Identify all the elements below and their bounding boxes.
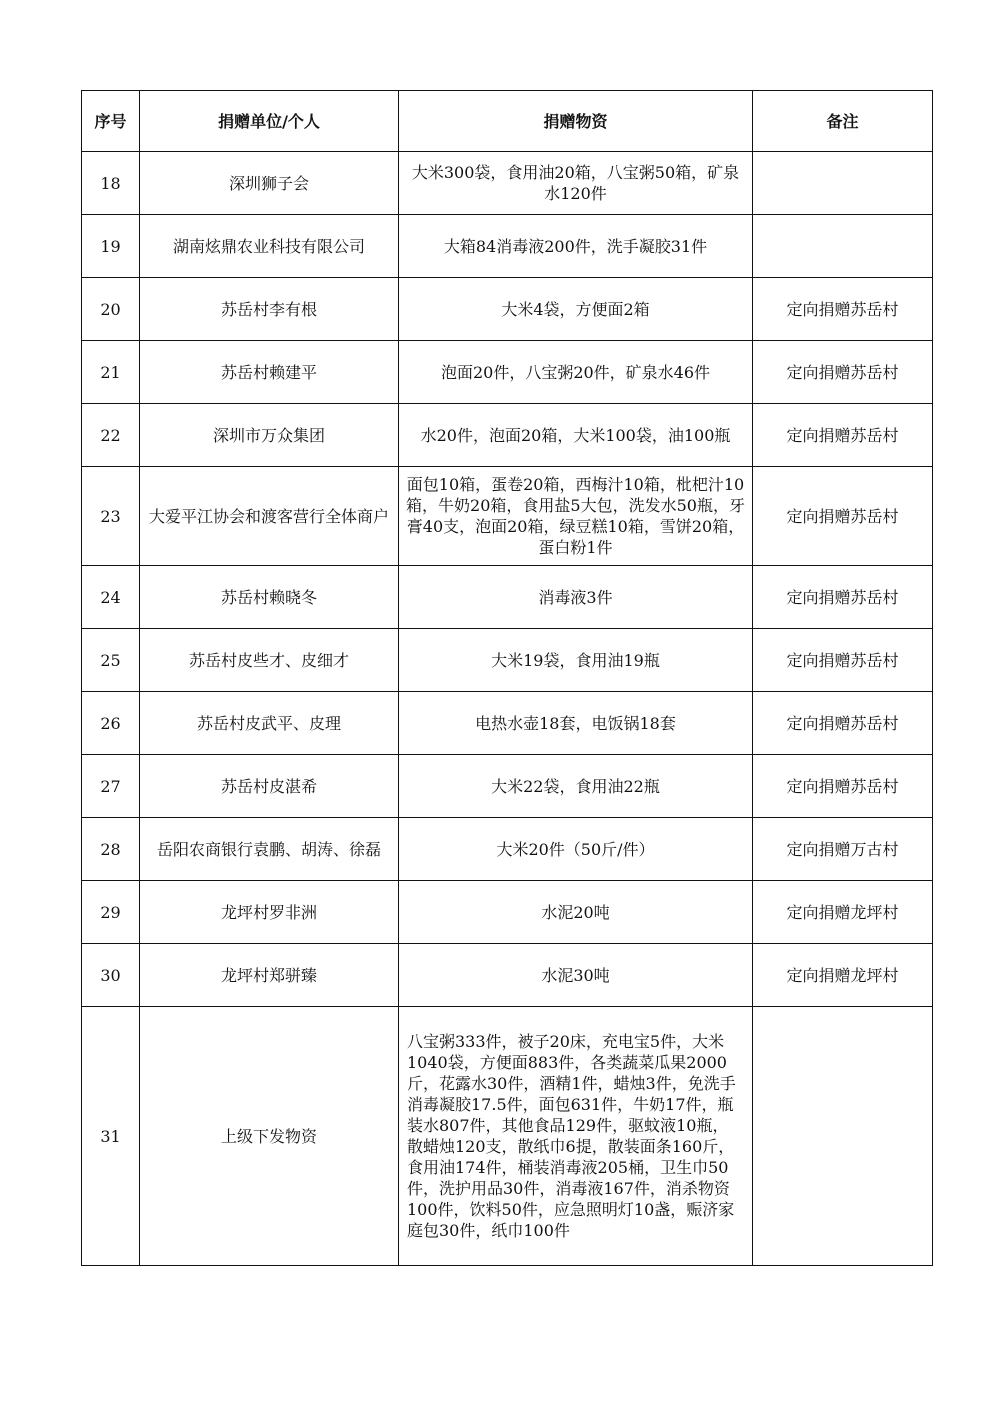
cell-no: 21 bbox=[82, 341, 140, 404]
cell-goods: 大米22袋，食用油22瓶 bbox=[399, 755, 753, 818]
cell-no: 27 bbox=[82, 755, 140, 818]
table-row bbox=[82, 1007, 933, 1266]
table-row bbox=[82, 944, 933, 1007]
table-row bbox=[82, 341, 933, 404]
cell-donor: 苏岳村赖晓冬 bbox=[140, 566, 399, 629]
cell-donor: 苏岳村皮湛希 bbox=[140, 755, 399, 818]
cell-no: 24 bbox=[82, 566, 140, 629]
table-row bbox=[82, 881, 933, 944]
cell-note: 定向捐赠龙坪村 bbox=[753, 944, 933, 1007]
cell-donor: 深圳市万众集团 bbox=[140, 404, 399, 467]
cell-goods: 面包10箱，蛋卷20箱，西梅汁10箱，枇杷汁10箱，牛奶20箱，食用盐5大包，洗发水50瓶，牙膏40支，泡面20箱，绿豆糕10箱，雪饼20箱，蛋白粉1件 bbox=[399, 467, 753, 566]
header-no: 序号 bbox=[82, 91, 140, 152]
cell-note bbox=[753, 152, 933, 215]
cell-goods: 消毒液3件 bbox=[399, 566, 753, 629]
cell-note: 定向捐赠苏岳村 bbox=[753, 629, 933, 692]
cell-note: 定向捐赠苏岳村 bbox=[753, 566, 933, 629]
table-row bbox=[82, 629, 933, 692]
cell-no: 18 bbox=[82, 152, 140, 215]
cell-no: 23 bbox=[82, 467, 140, 566]
cell-donor: 苏岳村皮武平、皮理 bbox=[140, 692, 399, 755]
table-row bbox=[82, 467, 933, 566]
cell-donor: 苏岳村李有根 bbox=[140, 278, 399, 341]
table-row bbox=[82, 215, 933, 278]
donation-table bbox=[81, 90, 933, 1266]
cell-no: 28 bbox=[82, 818, 140, 881]
header-goods: 捐赠物资 bbox=[399, 91, 753, 152]
cell-goods: 大米19袋，食用油19瓶 bbox=[399, 629, 753, 692]
cell-goods: 电热水壶18套，电饭锅18套 bbox=[399, 692, 753, 755]
cell-donor: 龙坪村罗非洲 bbox=[140, 881, 399, 944]
cell-note: 定向捐赠苏岳村 bbox=[753, 404, 933, 467]
cell-note: 定向捐赠苏岳村 bbox=[753, 692, 933, 755]
cell-donor: 龙坪村郑骈臻 bbox=[140, 944, 399, 1007]
cell-note: 定向捐赠苏岳村 bbox=[753, 278, 933, 341]
cell-no: 19 bbox=[82, 215, 140, 278]
cell-goods: 泡面20件，八宝粥20件，矿泉水46件 bbox=[399, 341, 753, 404]
table-row bbox=[82, 818, 933, 881]
cell-donor: 岳阳农商银行袁鹏、胡涛、徐磊 bbox=[140, 818, 399, 881]
cell-goods: 水20件，泡面20箱，大米100袋，油100瓶 bbox=[399, 404, 753, 467]
cell-note bbox=[753, 1007, 933, 1266]
cell-no: 29 bbox=[82, 881, 140, 944]
cell-goods: 大米4袋，方便面2箱 bbox=[399, 278, 753, 341]
table-row bbox=[82, 692, 933, 755]
cell-no: 26 bbox=[82, 692, 140, 755]
cell-donor: 苏岳村赖建平 bbox=[140, 341, 399, 404]
table-row bbox=[82, 404, 933, 467]
cell-goods: 八宝粥333件，被子20床，充电宝5件，大米1040袋，方便面883件，各类蔬菜瓜果2000斤，花露水30件，酒精1件，蜡烛3件，免洗手消毒凝胶17.5件，面包631件，牛奶17件，瓶装水807件，其他食品129件，驱蚊液10瓶，散蜡烛120支，散纸巾6提，散装面条160斤，食用油174件，桶装消毒液205桶，卫生巾50件，洗护用品30件，消毒液167件，消杀物资100件，饮料50件，应急照明灯10盏，赈济家庭包30件，纸巾100件 bbox=[399, 1007, 753, 1266]
cell-goods: 大米20件（50斤/件） bbox=[399, 818, 753, 881]
cell-note: 定向捐赠苏岳村 bbox=[753, 467, 933, 566]
table-row bbox=[82, 566, 933, 629]
cell-no: 31 bbox=[82, 1007, 140, 1266]
cell-no: 22 bbox=[82, 404, 140, 467]
table-row bbox=[82, 278, 933, 341]
table-row bbox=[82, 755, 933, 818]
header-note: 备注 bbox=[753, 91, 933, 152]
cell-note: 定向捐赠万古村 bbox=[753, 818, 933, 881]
cell-goods: 水泥30吨 bbox=[399, 944, 753, 1007]
cell-donor: 苏岳村皮些才、皮细才 bbox=[140, 629, 399, 692]
cell-goods: 大米300袋，食用油20箱，八宝粥50箱，矿泉水120件 bbox=[399, 152, 753, 215]
cell-goods: 大箱84消毒液200件，洗手凝胶31件 bbox=[399, 215, 753, 278]
cell-donor: 深圳狮子会 bbox=[140, 152, 399, 215]
cell-note: 定向捐赠龙坪村 bbox=[753, 881, 933, 944]
cell-donor: 湖南炫鼎农业科技有限公司 bbox=[140, 215, 399, 278]
cell-goods: 水泥20吨 bbox=[399, 881, 753, 944]
header-donor: 捐赠单位/个人 bbox=[140, 91, 399, 152]
cell-donor: 上级下发物资 bbox=[140, 1007, 399, 1266]
cell-note: 定向捐赠苏岳村 bbox=[753, 341, 933, 404]
cell-no: 25 bbox=[82, 629, 140, 692]
cell-no: 20 bbox=[82, 278, 140, 341]
table-header-row bbox=[82, 91, 933, 152]
cell-donor: 大爱平江协会和渡客营行全体商户 bbox=[140, 467, 399, 566]
cell-no: 30 bbox=[82, 944, 140, 1007]
cell-note: 定向捐赠苏岳村 bbox=[753, 755, 933, 818]
cell-note bbox=[753, 215, 933, 278]
table-row bbox=[82, 152, 933, 215]
